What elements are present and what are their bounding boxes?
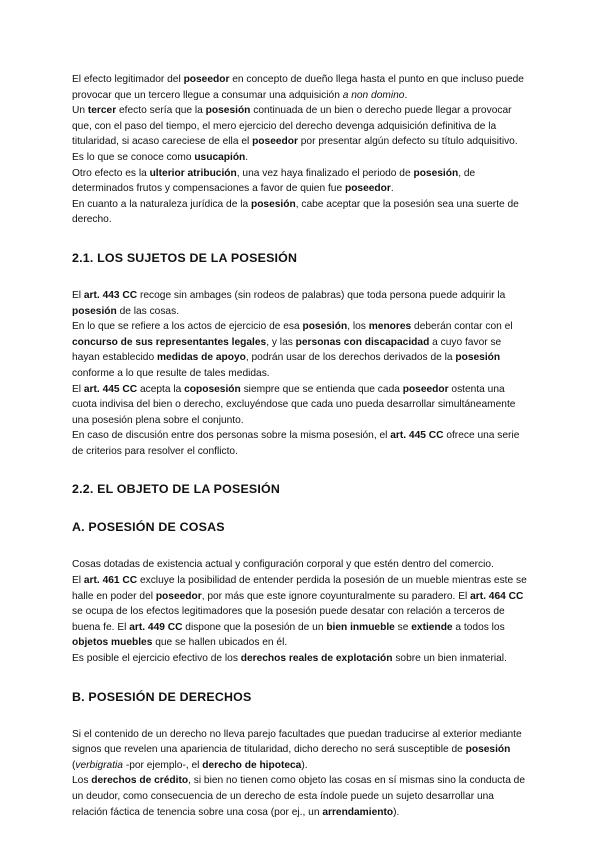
text-run: , de determinados frutos y compensaciones a favor de quien fue (72, 167, 476, 195)
bold-term: poseedor (402, 383, 449, 395)
bold-term: posesión (72, 305, 117, 317)
text-run: a cuyo favor se hayan establecido (72, 336, 502, 364)
italic-term: verbigratia (75, 759, 123, 771)
heading-sujetos: 2.1. LOS SUJETOS DE LA POSESIÓN (72, 250, 298, 265)
text-run: ofrece una serie de criterios para resolver el conflicto. (72, 430, 520, 457)
bold-term: art. 464 CC (470, 590, 524, 602)
bold-term: poseedor (252, 136, 298, 148)
bold-term: posesión (455, 352, 501, 364)
bold-term: usucapión (194, 151, 246, 163)
paragraph (72, 103, 530, 165)
bold-term: derechos reales de explotación (240, 653, 393, 665)
text-run: ). (393, 806, 400, 818)
bold-term: posesión (465, 744, 511, 756)
bold-term: art. 461 CC (83, 575, 138, 587)
bold-term: personas con discapacidad (295, 336, 430, 348)
paragraph (72, 651, 530, 667)
paragraph (72, 428, 530, 459)
derechos-block (72, 727, 530, 821)
paragraph (72, 557, 530, 573)
text-run: El (72, 575, 84, 587)
bold-term: posesión (302, 321, 348, 333)
paragraph (72, 382, 530, 429)
text-run: efecto sería que la (116, 105, 206, 117)
bold-term: art. 445 CC (390, 430, 444, 442)
text-run: que se hallen ubicados en él. (152, 637, 288, 649)
heading-posesion-derechos: B. POSESIÓN DE DERECHOS (72, 689, 252, 704)
paragraph (72, 319, 530, 381)
bold-term: coposesión (184, 383, 241, 395)
text-run: deberán contar con el (411, 321, 513, 333)
italic-term: a non domino (342, 89, 405, 101)
text-run: , una vez haya finalizado el periodo de (236, 167, 414, 179)
text-run: , los (347, 321, 369, 333)
text-run: se (394, 621, 412, 633)
text-run: En cuanto a la naturaleza jurídica de la (72, 198, 251, 210)
text-run: ). (301, 759, 308, 771)
bold-term: objetos muebles (72, 637, 153, 649)
bold-term: art. 443 CC (83, 289, 138, 301)
intro-block (72, 72, 530, 228)
bold-term: posesión (205, 105, 251, 117)
text-run: . (404, 89, 408, 101)
text-run: Si el contenido de un derecho no lleva parejo facultades que puedan traducirse al exterior mediante signos que revelen una apariencia de titularidad, dicho derecho no será susceptible de (72, 728, 522, 756)
bold-term: poseedor (155, 590, 202, 602)
paragraph (72, 573, 530, 651)
text-run: , por más que este ignore coyunturalmente su paradero. El (201, 590, 471, 602)
bold-term: posesión (250, 198, 296, 210)
text-run: Un (72, 105, 88, 117)
bold-term: poseedor (183, 74, 230, 85)
paragraph (72, 727, 530, 774)
bold-term: derechos de crédito (91, 775, 189, 787)
text-run: , y las (266, 336, 296, 348)
text-run: continuada de un bien o derecho puede llegar a provocar que, con el paso del tiempo, el mero ejercicio del derecho devenga adquisición definitiva de la titularidad, si acaso careciese de ella el (72, 105, 512, 148)
heading-objeto: 2.2. EL OBJETO DE LA POSESIÓN (72, 482, 281, 497)
text-run: dispone que la posesión de un (182, 621, 327, 633)
text-run: El (72, 289, 84, 301)
paragraph (72, 166, 530, 197)
text-run: . (245, 151, 249, 163)
text-run: ostenta una cuota indivisa del bien o derecho, excluyéndose que cada uno pueda desarrollar simultáneamente una posesión plena sobre el conjunto. (72, 383, 516, 426)
bold-term: poseedor (344, 183, 391, 195)
text-run: acepta la (137, 383, 185, 395)
bold-term: ulterior atribución (149, 167, 237, 179)
text-run: , si bien no tienen como objeto las cosas en sí mismas sino la conducta de un deudor, como consecuencia de un derecho de esta índole puede un sujeto desarrollar una relación fáctica de tenencia sobre una cosa (por ej., un (72, 775, 526, 818)
text-run: de las cosas. (116, 305, 180, 317)
text-run: En lo que se refiere a los actos de ejercicio de esa (72, 321, 303, 333)
text-run: -por ejemplo-, el (122, 759, 203, 771)
text-run: se ocupa de los efectos legitimadores que la posesión puede desatar con relación a terceros de buena fe. El (72, 606, 505, 633)
text-run: por presentar algún defecto su título adquisitivo. Es lo que se conoce como (72, 136, 518, 163)
bold-term: extiende (411, 621, 453, 633)
sujetos-block (72, 288, 530, 460)
cosas-block (72, 557, 530, 666)
text-run: recoge sin ambages (sin rodeos de palabras) que toda persona puede adquirir la (137, 289, 506, 301)
text-run: a todos los (452, 621, 505, 633)
text-run: . (390, 183, 394, 195)
bold-term: arrendamiento (322, 806, 394, 818)
text-run: El (72, 383, 84, 395)
text-run: El efecto legitimador del (72, 74, 184, 85)
text-run: En caso de discusión entre dos personas sobre la misma posesión, el (72, 430, 391, 442)
text-run: , cabe aceptar que la posesión sea una suerte de derecho. (72, 198, 519, 226)
text-run: ( (72, 759, 76, 771)
paragraph (72, 197, 530, 228)
bold-term: derecho de hipoteca (202, 759, 302, 771)
bold-term: concurso de sus representantes legales (72, 336, 267, 348)
text-run: Otro efecto es la (72, 167, 150, 179)
text-run: Cosas dotadas de existencia actual y configuración corporal y que estén dentro del comercio. (72, 559, 494, 571)
text-run: siempre que se entienda que cada (240, 383, 403, 395)
bold-term: menores (368, 321, 412, 333)
bold-term: medidas de apoyo (156, 352, 246, 364)
text-run: Los (72, 775, 92, 787)
text-run: sobre un bien inmaterial. (392, 653, 507, 665)
text-run: conforme a lo que resulte de tales medidas. (72, 367, 270, 379)
bold-term: bien inmueble (326, 621, 395, 633)
bold-term: art. 445 CC (83, 383, 138, 395)
bold-term: art. 449 CC (129, 621, 183, 633)
paragraph (72, 72, 530, 103)
text-run: , podrán usar de los derechos derivados de la (245, 352, 456, 364)
bold-term: tercer (87, 105, 117, 117)
text-run: excluye la posibilidad de entender perdida la posesión de un mueble mientras este se halle en poder del (72, 575, 527, 602)
bold-term: posesión (413, 167, 459, 179)
paragraph (72, 288, 530, 319)
heading-posesion-cosas: A. POSESIÓN DE COSAS (72, 520, 225, 535)
text-run: en concepto de dueño llega hasta el punto en que incluso puede provocar que un tercero llegue a consumar una adquisición (72, 74, 524, 101)
paragraph (72, 773, 530, 820)
text-run: Es posible el ejercicio efectivo de los (72, 653, 241, 665)
